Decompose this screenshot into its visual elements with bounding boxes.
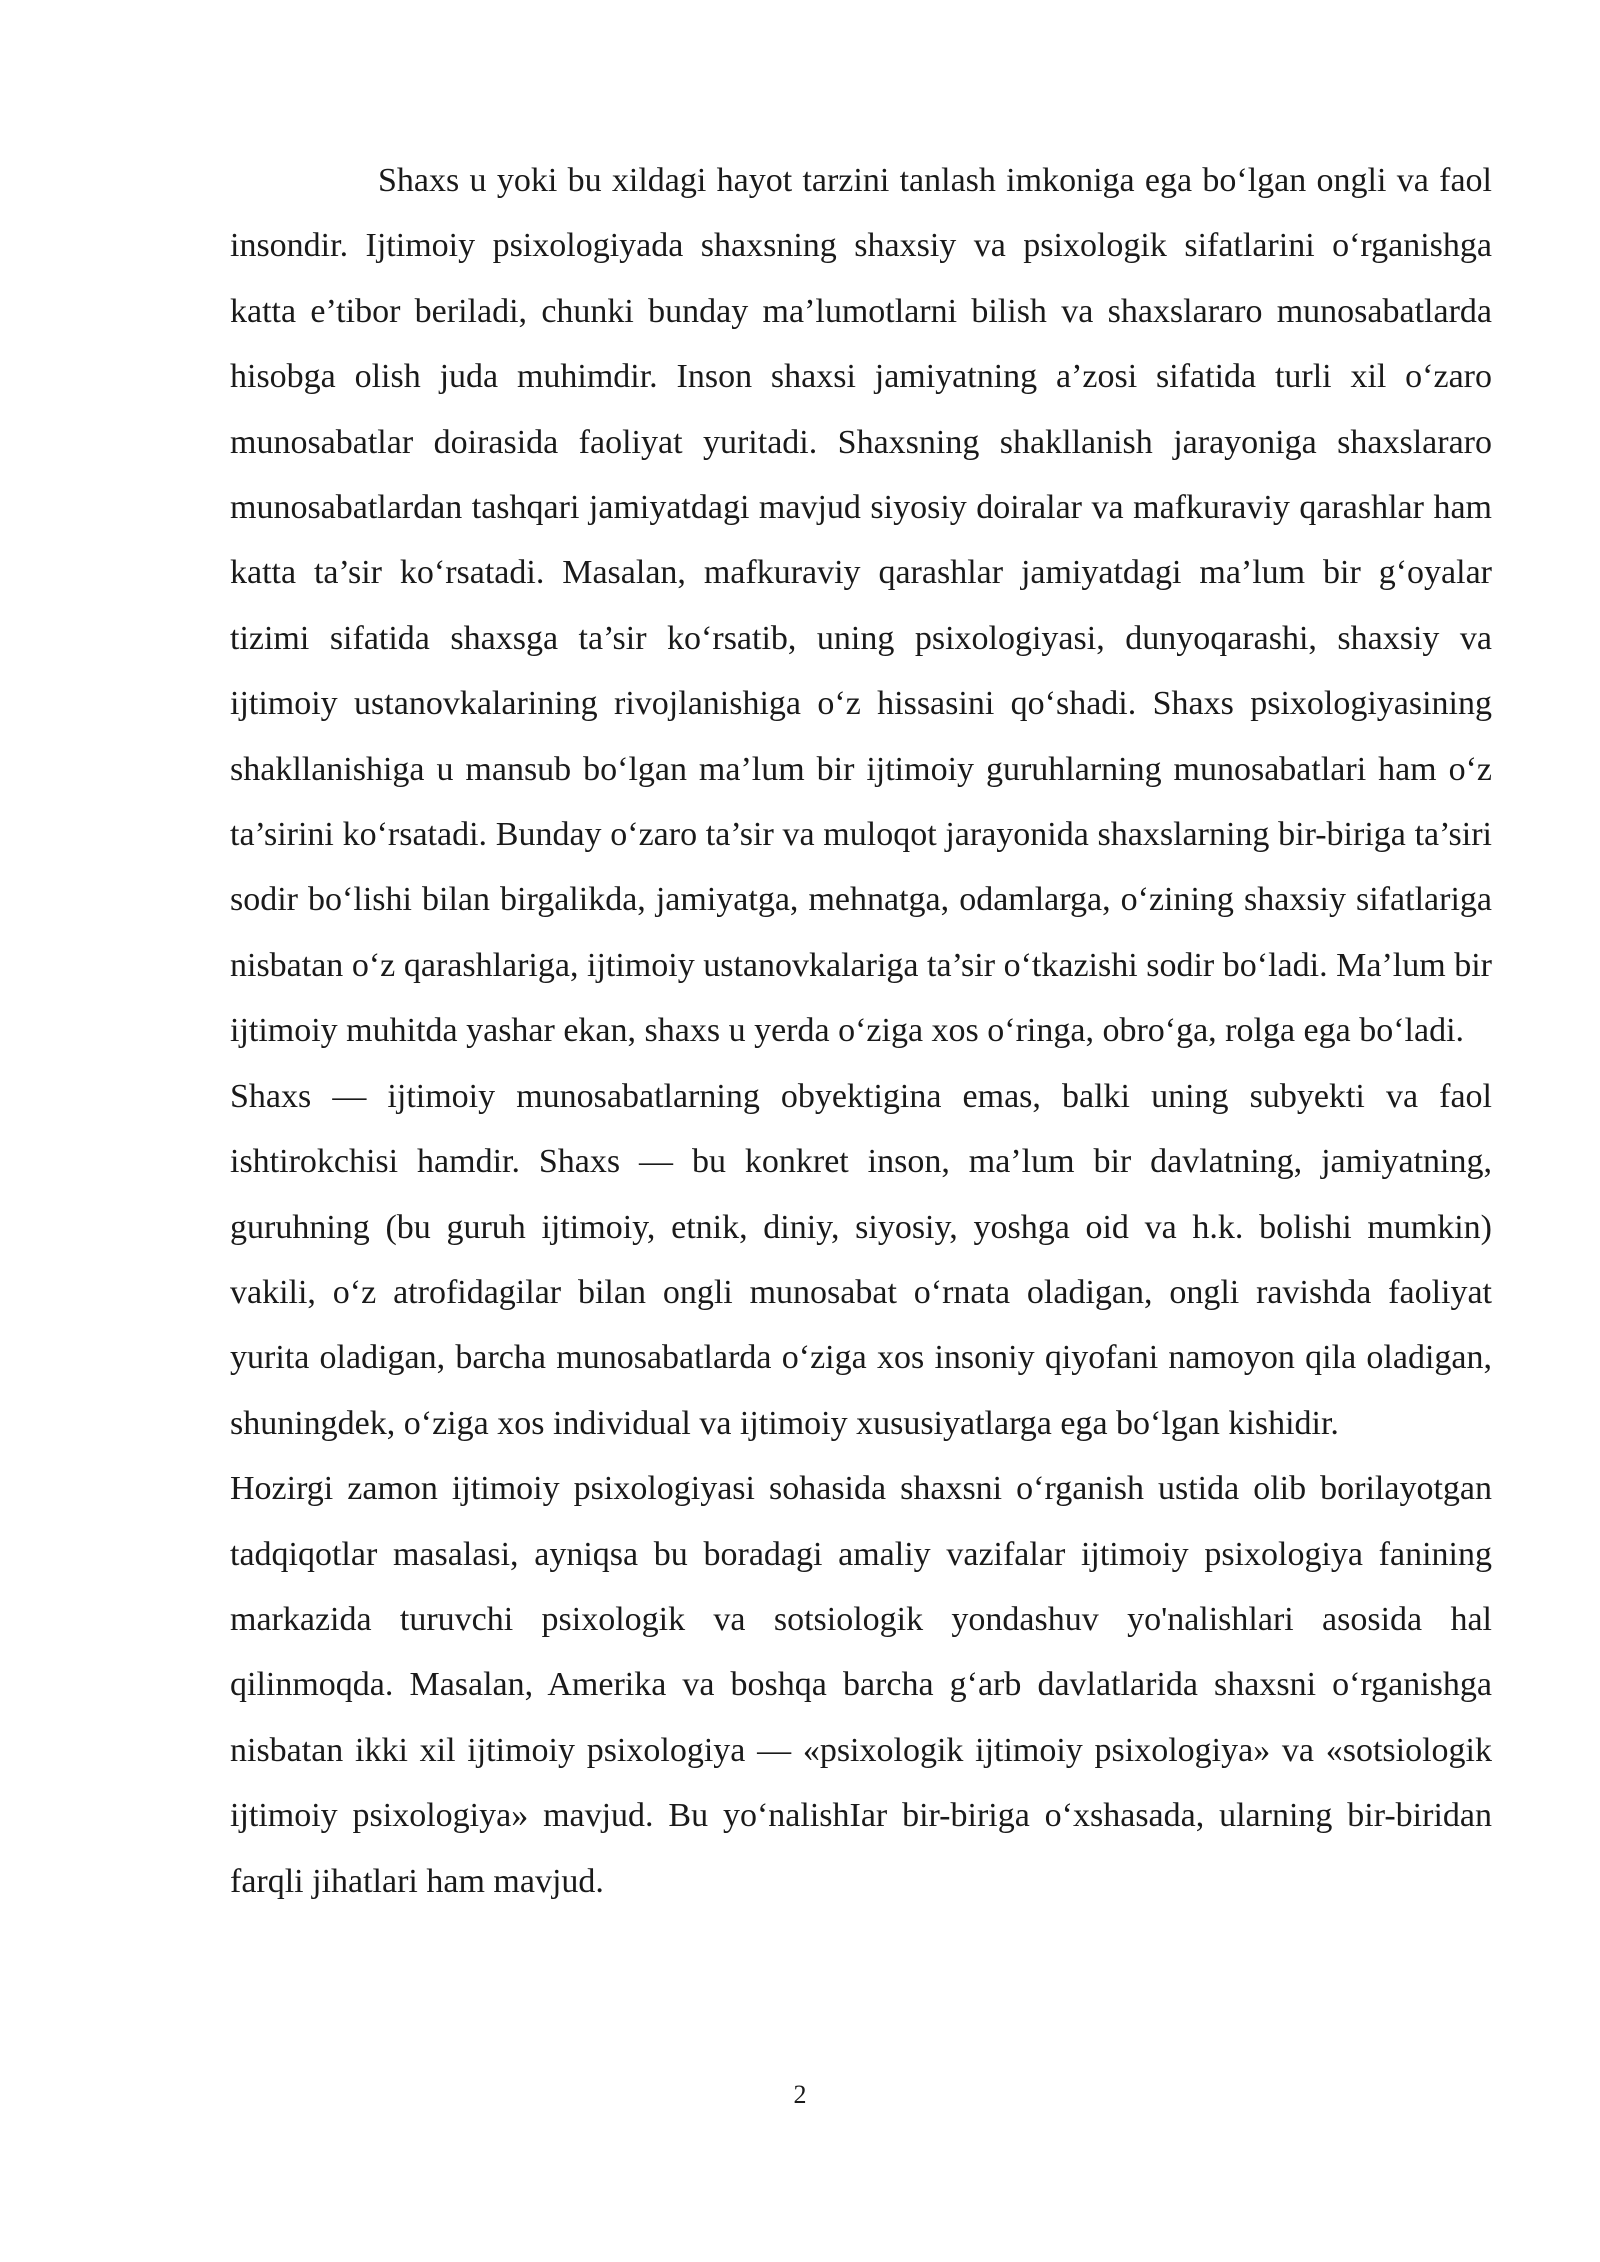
paragraph-2: Shaxs — ijtimoiy munosabatlarning obyektigina emas, balki uning subyekti va faol ishtirokchisi hamdir. Shaxs — bu konkret inson, ma’lum bir davlatning, jamiyatning, guruhning (bu guruh ijtimoiy, etnik, diniy, siyosiy, yoshga oid va h.k. bolishi mumkin) vakili, oʻz atrofidagilar bilan ongli munosabat oʻrnata oladigan, ongli ravishda faoliyat yurita oladigan, barcha munosabatlarda oʻziga xos insoniy qiyofani namoyon qila oladigan, shuningdek, oʻziga xos individual va ijtimoiy xususiyatlarga ega boʻlgan kishidir. — [230, 1077, 1492, 1442]
body-text — [230, 148, 1492, 1914]
page-number: 2 — [793, 2080, 807, 2109]
paragraph-1: Shaxs u yoki bu xildagi hayot tarzini tanlash imkoniga ega boʻlgan ongli va faol insondir. Ijtimoiy psixologiyada shaxsning shaxsiy va psixologik sifatlarini oʻrganishga katta e’tibor beriladi, chunki bunday ma’lumotlarni bilish va shaxslararo munosabatlarda hisobga olish juda muhimdir. Inson shaxsi jamiyatning a’zosi sifatida turli xil oʻzaro munosabatlar doirasida faoliyat yuritadi. Shaxsning shakllanish jarayoniga shaxslararo munosabatlardan tashqari jamiyatdagi mavjud siyosiy doiralar va mafkuraviy qarashlar ham katta ta’sir koʻrsatadi. Masalan, mafkuraviy qarashlar jamiyatdagi ma’lum bir gʻoyalar tizimi sifatida shaxsga ta’sir koʻrsatib, uning psixologiyasi, dunyoqarashi, shaxsiy va ijtimoiy ustanovkalarining rivojlanishiga oʻz hissasini qoʻshadi. Shaxs psixologiyasining shakllanishiga u mansub boʻlgan ma’lum bir ijtimoiy guruhlarning munosabatlari ham oʻz ta’sirini koʻrsatadi. Bunday oʻzaro ta’sir va muloqot jarayonida shaxslarning bir-biriga ta’siri sodir boʻlishi bilan birgalikda, jamiyatga, mehnatga, odamlarga, oʻzining shaxsiy sifatlariga nisbatan oʻz qarashlariga, ijtimoiy ustanovkalariga ta’sir oʻtkazishi sodir boʻladi. Ma’lum bir ijtimoiy muhitda yashar ekan, shaxs u yerda oʻziga xos oʻringa, obroʻga, rolga ega boʻladi. — [230, 162, 1492, 1050]
paragraph-3: Hozirgi zamon ijtimoiy psixologiyasi sohasida shaxsni oʻrganish ustida olib borilayotgan tadqiqotlar masalasi, ayniqsa bu boradagi amaliy vazifalar ijtimoiy psixologiya fanining markazida turuvchi psixologik va sotsiologik yondashuv yo'nalishlari asosida hal qilinmoqda. Masalan, Amerika va boshqa barcha gʻarb davlatlarida shaxsni oʻrganishga nisbatan ikki xil ijtimoiy psixologiya — «psixologik ijtimoiy psixologiya» va «sotsiologik ijtimoiy psixologiya» mavjud. Bu yoʻnalishIar bir-biriga oʻxshasada, ularning bir-biridan farqli jihatlari ham mavjud. — [230, 1470, 1492, 1900]
